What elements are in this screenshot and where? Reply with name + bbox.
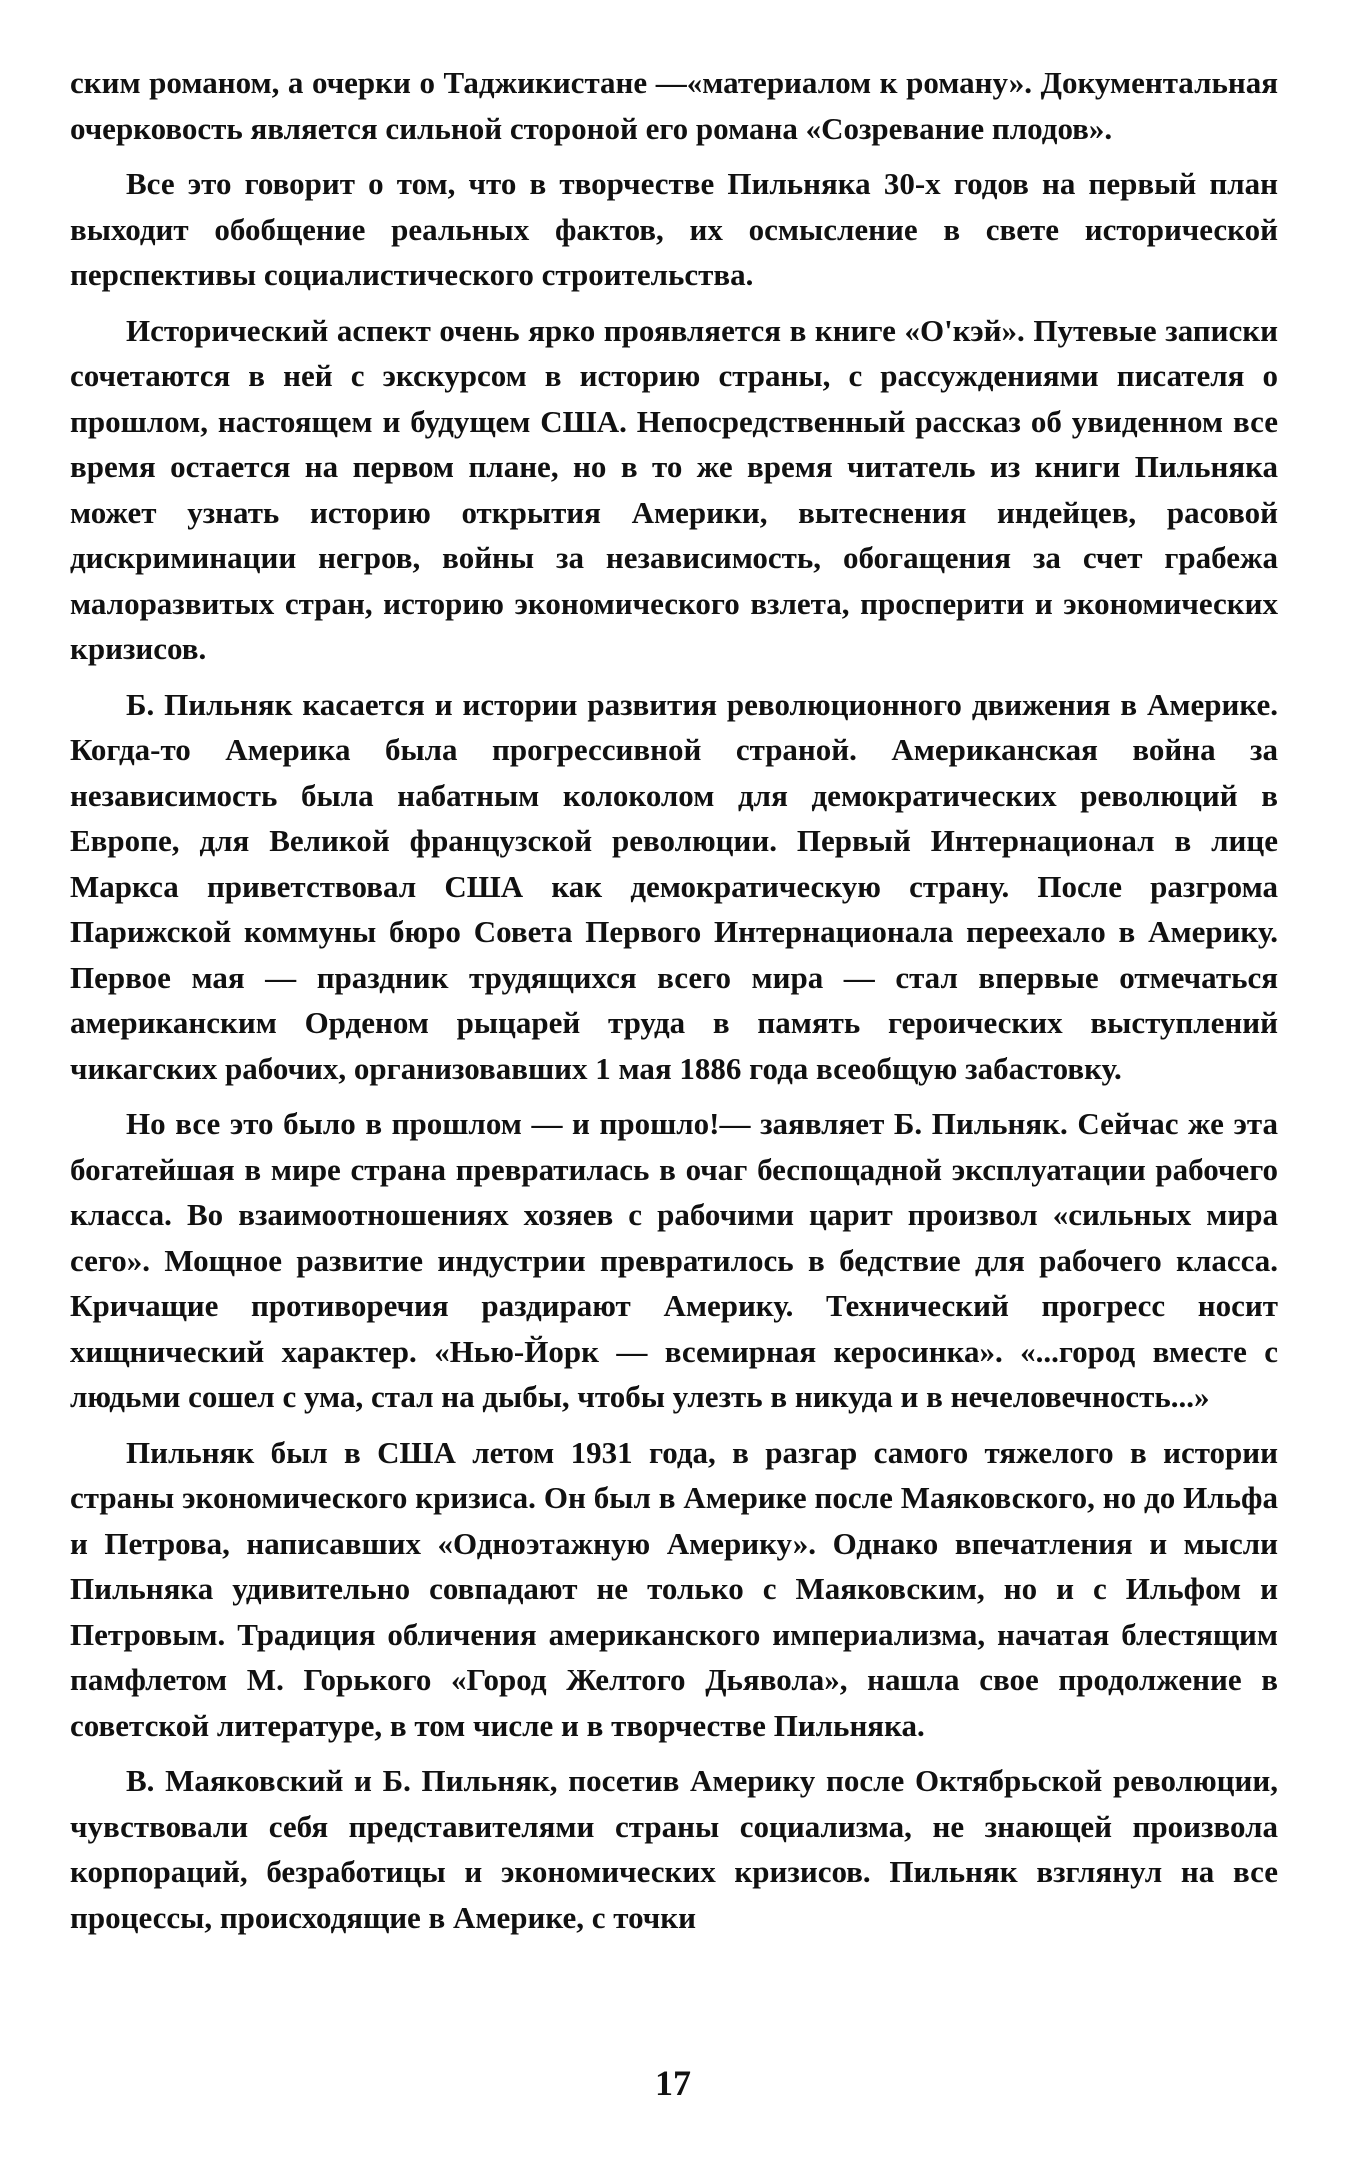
paragraph-7: В. Маяковский и Б. Пильняк, посетив Америку после Октябрьской революции, чувствовали себя представителями страны социализма, не знающей произвола корпораций, безработицы и экономических кризисов. Пильняк взглянул на все процессы, происходящие в Америке, с точки <box>70 1763 1278 1935</box>
paragraph-6: Пильняк был в США летом 1931 года, в разгар самого тяжелого в истории страны экономического кризиса. Он был в Америке после Маяковского, но до Ильфа и Петрова, написавших «Одноэтажную Америку». Однако впечатления и мысли Пильняка удивительно совпадают не только с Маяковским, но и с Ильфом и Петровым. Традиция обличения американского империализма, начатая блестящим памфлетом М. Горького «Город Желтого Дьявола», нашла свое продолжение в советской литературе, в том числе и в творчестве Пильняка. <box>70 1434 1278 1743</box>
paragraph-1: ским романом, а очерки о Таджикистане —«материалом к роману». Документальная очерковость является сильной стороной его романа «Созревание плодов». <box>70 65 1278 146</box>
paragraph-3: Исторический аспект очень ярко проявляется в книге «О'кэй». Путевые записки сочетаются в ней с экскурсом в историю страны, с рассуждениями писателя о прошлом, настоящем и будущем США. Непосредственный рассказ об увиденном все время остается на первом плане, но в то же время читатель из книги Пильняка может узнать историю открытия Америки, вытеснения индейцев, расовой дискриминации негров, войны за независимость, обогащения за счет грабежа малоразвитых стран, историю экономического взлета, просперити и экономических кризисов. <box>70 312 1278 666</box>
paragraph-4: Б. Пильняк касается и истории развития революционного движения в Америке. Когда-то Америка была прогрессивной страной. Американская война за независимость была набатным колоколом для демократических революций в Европе, для Великой французской революции. Первый Интернационал в лице Маркса приветствовал США как демократическую страну. После разгрома Парижской коммуны бюро Совета Первого Интернационала переехало в Америку. Первое мая — праздник трудящихся всего мира — стал впервые отмечаться американским Орденом рыцарей труда в память героических выступлений чикагских рабочих, организовавших 1 мая 1886 года всеобщую забастовку. <box>70 686 1278 1086</box>
paragraph-2: Все это говорит о том, что в творчестве Пильняка 30-х годов на первый план выходит обобщение реальных фактов, их осмысление в свете исторической перспективы социалистического строительства. <box>70 166 1278 292</box>
paragraph-5: Но все это было в прошлом — и прошло!— заявляет Б. Пильняк. Сейчас же эта богатейшая в мире страна превратилась в очаг беспощадной эксплуатации рабочего класса. Во взаимоотношениях хозяев с рабочими царит произвол «сильных мира сего». Мощное развитие индустрии превратилось в бедствие для рабочего класса. Кричащие противоречия раздирают Америку. Технический прогресс носит хищнический характер. «Нью-Йорк — всемирная керосинка». «...город вместе с людьми сошел с ума, стал на дыбы, чтобы улезть в никуда и в нечеловечность...» <box>70 1106 1278 1414</box>
page-text <box>70 60 1278 1950</box>
page-number: 17 <box>655 2063 691 2103</box>
